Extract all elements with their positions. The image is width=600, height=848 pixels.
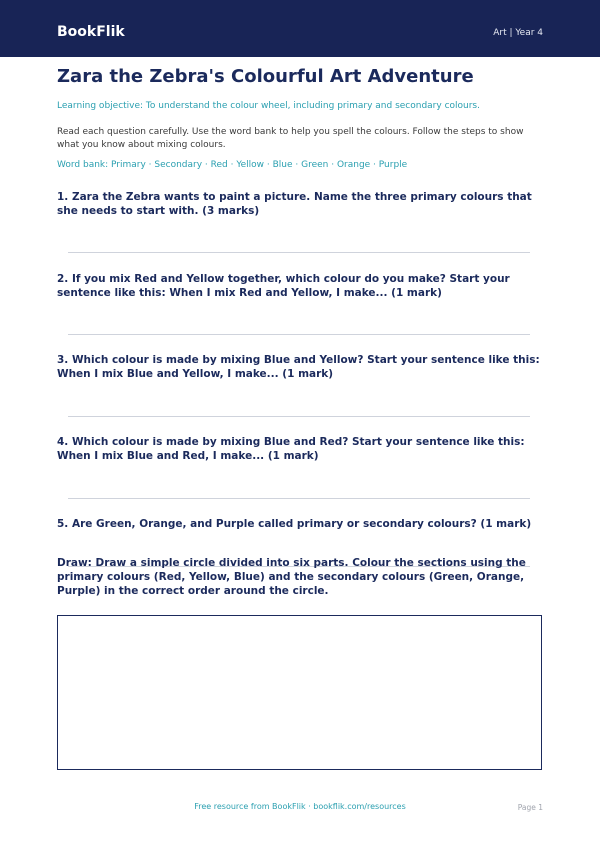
brand-logo-text: BookFlik bbox=[57, 24, 125, 40]
question-5: 5. Are Green, Orange, and Purple called primary or secondary colours? (1 mark) bbox=[57, 517, 535, 531]
page-number: Page 1 bbox=[517, 803, 543, 812]
question-1: 1. Zara the Zebra wants to paint a picture. Name the three primary colours that she needs to start with. (3 marks) bbox=[57, 191, 532, 217]
draw-task-instructions: Draw: Draw a simple circle divided into six parts. Colour the sections using the primary colours (Red, Yellow, Blue) and the secondary colours (Green, Orange, Purple) in the correct order around the circle. bbox=[57, 557, 526, 597]
subject-year-breadcrumb: Art | Year 4 bbox=[493, 28, 543, 38]
instructions-text: Read each question carefully. Use the word bank to help you spell the colours. Follow the steps to show what you know about mixing colours. bbox=[57, 127, 524, 150]
answer-line-1[interactable] bbox=[68, 252, 530, 253]
learning-objective: Learning objective: To understand the colour wheel, including primary and secondary colours. bbox=[57, 101, 480, 111]
question-4: 4. Which colour is made by mixing Blue and Red? Start your sentence like this: When I mix Blue and Red, I make... (1 mark) bbox=[57, 436, 525, 462]
answer-line-2[interactable] bbox=[68, 334, 530, 335]
drawing-box[interactable] bbox=[57, 615, 542, 770]
answer-line-3[interactable] bbox=[68, 416, 530, 417]
answer-line-4[interactable] bbox=[68, 498, 530, 499]
worksheet-title: Zara the Zebra's Colourful Art Adventure bbox=[57, 66, 474, 87]
header-bar bbox=[0, 0, 600, 57]
word-bank: Word bank: Primary · Secondary · Red · Yellow · Blue · Green · Orange · Purple bbox=[57, 160, 408, 170]
footer-resource-link[interactable]: Free resource from BookFlik · bookflik.com/resources bbox=[194, 802, 406, 811]
question-2: 2. If you mix Red and Yellow together, which colour do you make? Start your sentence like this: When I mix Red and Yellow, I make... (1 mark) bbox=[57, 273, 510, 299]
question-3: 3. Which colour is made by mixing Blue and Yellow? Start your sentence like this: When I mix Blue and Yellow, I make... (1 mark) bbox=[57, 354, 540, 380]
